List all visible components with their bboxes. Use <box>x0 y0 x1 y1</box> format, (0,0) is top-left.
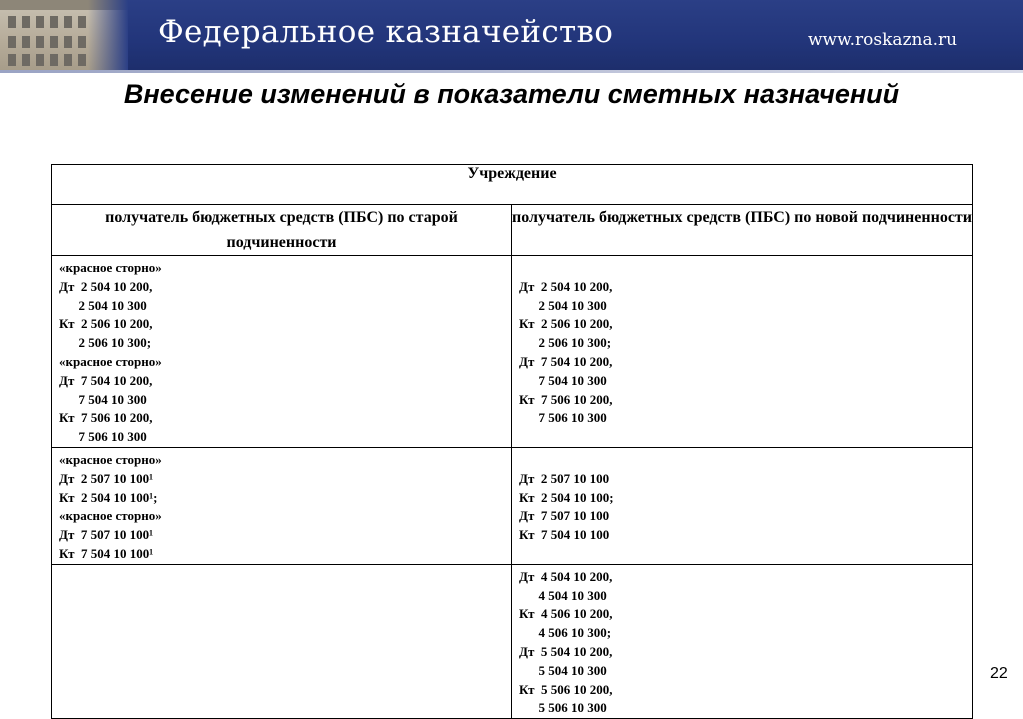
posting-line: 2 504 10 300 <box>59 297 147 313</box>
site-url[interactable]: www.roskazna.ru <box>808 30 958 50</box>
institution-header: Учреждение <box>52 165 973 205</box>
posting-line: Кт 2 504 10 100¹; <box>59 489 158 505</box>
header-divider <box>0 70 1023 73</box>
posting-line: 4 504 10 300 <box>519 587 607 603</box>
posting-line: «красное сторно» <box>59 353 162 369</box>
posting-line: 7 504 10 300 <box>519 372 607 388</box>
page-number: 22 <box>990 665 1008 682</box>
posting-line: Кт 2 506 10 200, <box>519 316 613 332</box>
slide-title: Внесение изменений в показатели сметных назначений <box>123 79 900 109</box>
posting-line: Дт 2 507 10 100 <box>519 470 610 486</box>
posting-line: 4 506 10 300; <box>519 625 612 641</box>
new-cell <box>512 447 973 564</box>
posting-line: Дт 2 504 10 200, <box>519 278 613 294</box>
posting-line: 2 504 10 300 <box>519 297 607 313</box>
new-cell <box>512 564 973 718</box>
posting-line: Дт 7 507 10 100 <box>519 508 610 524</box>
posting-line: Кт 7 506 10 200, <box>519 391 613 407</box>
posting-line: Дт 2 504 10 200, <box>59 278 153 294</box>
posting-line: 2 506 10 300; <box>59 335 152 351</box>
posting-line: 7 506 10 300 <box>519 410 607 426</box>
posting-line: Кт 7 506 10 200, <box>59 410 153 426</box>
posting-line: 5 506 10 300 <box>519 700 607 716</box>
posting-line: Кт 4 506 10 200, <box>519 606 613 622</box>
building-photo <box>0 0 128 70</box>
posting-line: Дт 2 507 10 100¹ <box>59 470 153 486</box>
table-row <box>52 447 973 564</box>
posting-line: Дт 7 507 10 100¹ <box>59 527 153 543</box>
posting-line: «красное сторно» <box>59 451 162 467</box>
posting-line: Дт 7 504 10 200, <box>59 372 153 388</box>
posting-line: Кт 7 504 10 100¹ <box>59 545 154 561</box>
old-subordination-header: получатель бюджетных средств (ПБС) по старой подчиненности <box>52 205 512 256</box>
table-row <box>52 564 973 718</box>
posting-line: Кт 5 506 10 200, <box>519 681 613 697</box>
old-cell <box>52 256 512 448</box>
table-row <box>52 256 973 448</box>
spacer <box>519 259 972 278</box>
posting-line: 7 504 10 300 <box>59 391 147 407</box>
posting-line: Дт 4 504 10 200, <box>519 568 613 584</box>
posting-line: Дт 7 504 10 200, <box>519 353 613 369</box>
posting-line: 7 506 10 300 <box>59 429 147 445</box>
posting-line: Кт 7 504 10 100 <box>519 527 610 543</box>
posting-line: 5 504 10 300 <box>519 662 607 678</box>
new-cell <box>512 256 973 448</box>
org-name: Федеральное казначейство <box>158 14 614 50</box>
posting-line: Кт 2 504 10 100; <box>519 489 614 505</box>
posting-line: 2 506 10 300; <box>519 335 612 351</box>
old-cell <box>52 447 512 564</box>
posting-line: Кт 2 506 10 200, <box>59 316 153 332</box>
header-banner <box>0 0 1023 70</box>
spacer <box>519 451 972 470</box>
old-cell <box>52 564 512 718</box>
posting-line: «красное сторно» <box>59 260 162 275</box>
new-subordination-header: получатель бюджетных средств (ПБС) по новой подчиненности <box>512 205 973 256</box>
posting-table <box>51 164 973 719</box>
posting-line: Дт 5 504 10 200, <box>519 643 613 659</box>
posting-line: «красное сторно» <box>59 508 162 524</box>
